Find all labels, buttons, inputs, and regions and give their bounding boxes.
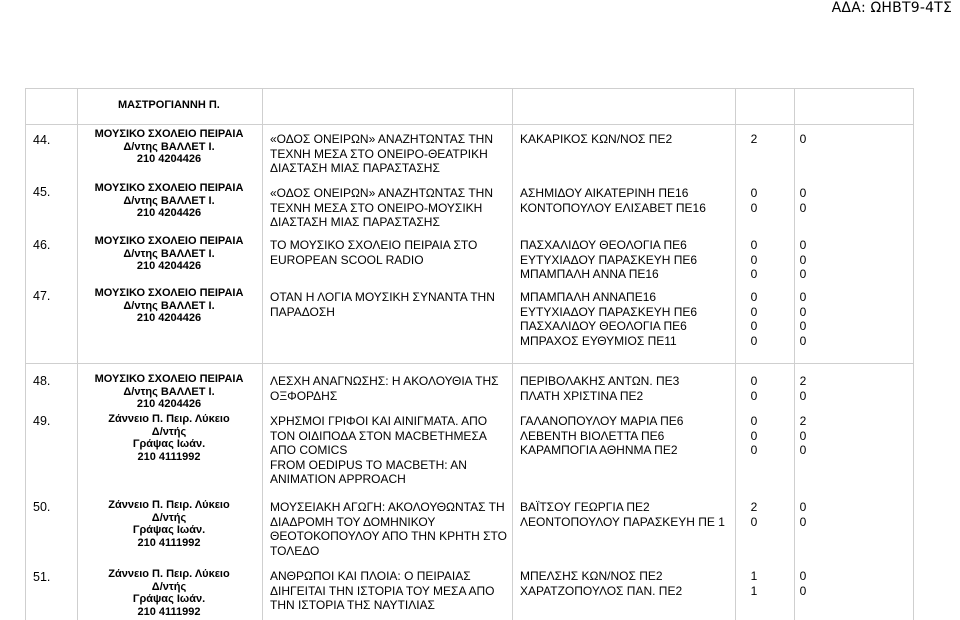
teachers-cell <box>520 414 683 458</box>
school-cell <box>84 413 254 463</box>
teachers-cell <box>520 500 725 529</box>
school-name: ΜΟΥΣΙΚΟ ΣΧΟΛΕΙΟ ΠΕΙΡΑΙΑ <box>94 128 244 140</box>
title-line: ΔΙΗΓΕΙΤΑΙ ΤΗΝ ΙΣΤΟΡΙΑ ΤΟΥ ΜΕΣΑ ΑΠΟ <box>270 583 495 598</box>
count-col1 <box>744 186 764 215</box>
count-value: 0 <box>799 428 807 443</box>
grid-line <box>512 88 513 620</box>
title-line: «ΟΔΟΣ ΟΝΕΙΡΩΝ» ΑΝΑΖΗΤΩΝΤΑΣ ΤΗΝ <box>270 186 493 200</box>
school-name: ΜΟΥΣΙΚΟ ΣΧΟΛΕΙΟ ΠΕΙΡΑΙΑ <box>94 235 244 247</box>
program-title <box>270 132 493 176</box>
school-name: Ζάννειο Π. Πειρ. Λύκειο <box>108 499 230 511</box>
school-phone: 210 4204426 <box>136 398 202 410</box>
program-title <box>270 414 487 487</box>
teachers-cell <box>520 186 706 215</box>
row-number: 51. <box>33 570 51 584</box>
school-name: ΜΟΥΣΙΚΟ ΣΧΟΛΕΙΟ ΠΕΙΡΑΙΑ <box>94 182 244 194</box>
grid-line <box>25 88 914 89</box>
school-director: Δ/ντης ΒΑΛΛΕΤ Ι. <box>123 247 215 260</box>
row-number: 50. <box>33 500 51 514</box>
title-line: ΔΙΑΣΤΑΣΗ ΜΙΑΣ ΠΑΡΑΣΤΑΣΗΣ <box>270 161 440 175</box>
teacher-name: ΜΠΡΑΧΟΣ ΕΥΘΥΜΙΟΣ ΠΕ11 <box>520 333 677 348</box>
title-line: ΔΙΑΣΤΑΣΗ ΜΙΑΣ ΠΑΡΑΣΤΑΣΗΣ <box>270 215 440 229</box>
school-cell <box>84 287 254 325</box>
school-phone: 210 4204426 <box>136 207 202 219</box>
teacher-name: ΕΥΤΥΧΙΑΔΟΥ ΠΑΡΑΣΚΕΥΗ ΠΕ6 <box>520 252 698 267</box>
count-col2 <box>793 238 813 282</box>
count-value: 0 <box>750 388 758 403</box>
count-value: 0 <box>799 583 807 598</box>
title-line: EUROPEAN SCOOL RADIO <box>270 252 424 267</box>
count-col2 <box>793 374 813 403</box>
count-value: 0 <box>799 333 807 348</box>
title-line: ΟΞΦΟΡΔΗΣ <box>270 388 338 403</box>
count-value: 0 <box>799 186 807 200</box>
teacher-name: ΜΠΕΛΣΗΣ ΚΩΝ/ΝΟΣ ΠΕ2 <box>520 569 663 583</box>
count-col2 <box>793 414 813 458</box>
count-value: 0 <box>750 186 758 200</box>
count-value: 0 <box>750 428 758 443</box>
count-col1 <box>744 500 764 529</box>
teacher-name: ΜΠΑΜΠΑΛΗ ΑΝΝΑ ΠΕ16 <box>520 267 659 281</box>
count-value: 1 <box>750 583 758 598</box>
teachers-cell <box>520 238 697 282</box>
count-col2 <box>793 132 813 147</box>
count-value: 2 <box>750 500 758 514</box>
title-line: ΑΠΟ COMICS <box>270 443 348 457</box>
teacher-name: ΛΕΒΕΝΤΗ ΒΙΟΛΕΤΤΑ ΠΕ6 <box>520 428 665 443</box>
count-col2 <box>793 186 813 215</box>
school-director: Δ/ντης ΒΑΛΛΕΤ Ι. <box>123 140 215 153</box>
school-director: Δ/ντής <box>151 511 187 524</box>
count-value: 0 <box>799 200 807 215</box>
teacher-name: ΒΑΪΤΣΟΥ ΓΕΩΡΓΙΑ ΠΕ2 <box>520 500 650 514</box>
teacher-name: ΚΟΝΤΟΠΟΥΛΟΥ ΕΛΙΣΑΒΕΤ ΠΕ16 <box>520 200 706 215</box>
teacher-name: ΧΑΡΑΤΖΟΠΟΥΛΟΣ ΠΑΝ. ΠΕ2 <box>520 583 683 598</box>
title-line: «ΟΔΟΣ ΟΝΕΙΡΩΝ» ΑΝΑΖΗΤΩΝΤΑΣ ΤΗΝ <box>270 132 493 146</box>
count-col2 <box>793 290 813 348</box>
teacher-name: ΚΑΚΑΡΙΚΟΣ ΚΩΝ/ΝΟΣ ΠΕ2 <box>520 132 673 146</box>
school-director-name: Γράψας Ιωάν. <box>132 593 206 605</box>
count-value: 0 <box>799 388 807 403</box>
teacher-name: ΠΑΣΧΑΛΙΔΟΥ ΘΕΟΛΟΓΙΑ ΠΕ6 <box>520 319 687 333</box>
count-value: 0 <box>799 290 807 304</box>
count-value: 0 <box>799 319 807 333</box>
count-value: 0 <box>799 443 807 457</box>
count-value: 0 <box>799 514 807 529</box>
program-title <box>270 500 507 558</box>
count-col2 <box>793 500 813 529</box>
count-col1 <box>744 238 764 282</box>
count-value: 0 <box>750 304 758 319</box>
program-title <box>270 374 499 403</box>
count-value: 2 <box>750 132 758 146</box>
school-cell <box>84 499 254 549</box>
school-name: ΜΟΥΣΙΚΟ ΣΧΟΛΕΙΟ ΠΕΙΡΑΙΑ <box>94 287 244 299</box>
school-director: Δ/ντης ΒΑΛΛΕΤ Ι. <box>123 194 215 207</box>
school-name: Ζάννειο Π. Πειρ. Λύκειο <box>108 413 230 425</box>
school-phone: 210 4111992 <box>137 536 201 549</box>
count-col1 <box>744 414 764 458</box>
count-value: 0 <box>750 319 758 333</box>
title-line: ΜΟΥΣΕΙΑΚΗ ΑΓΩΓΗ: ΑΚΟΛΟΥΘΩΝΤΑΣ ΤΗ <box>270 500 505 514</box>
school-cell <box>84 568 254 618</box>
count-value: 2 <box>799 414 807 428</box>
count-value: 0 <box>799 132 807 146</box>
school-director: Δ/ντης ΒΑΛΛΕΤ Ι. <box>123 385 215 398</box>
title-line: ΠΑΡΑΔΟΣΗ <box>270 304 335 319</box>
title-line: ΑΝΘΡΩΠΟΙ ΚΑΙ ΠΛΟΙΑ: Ο ΠΕΙΡΑΙΑΣ <box>270 569 471 583</box>
school-director: Δ/ντης ΒΑΛΛΕΤ Ι. <box>123 299 215 312</box>
count-value: 0 <box>750 514 758 529</box>
program-title <box>270 238 477 267</box>
title-line: ΛΕΣΧΗ ΑΝΑΓΝΩΣΗΣ: Η ΑΚΟΛΟΥΘΙΑ ΤΗΣ <box>270 374 499 388</box>
row-number: 48. <box>33 374 51 388</box>
school-director: Δ/ντής <box>151 425 187 438</box>
count-col1 <box>744 132 764 147</box>
count-col1 <box>744 569 764 598</box>
teacher-name: ΚΑΡΑΜΠΟΓΙΑ ΑΘΗΝΜΑ ΠΕ2 <box>520 443 678 457</box>
school-phone: 210 4111992 <box>137 605 201 618</box>
row-number: 45. <box>33 185 51 199</box>
row-number: 47. <box>33 289 51 303</box>
teacher-name: ΑΣΗΜΙΔΟΥ ΑΙΚΑΤΕΡΙΝΗ ΠΕ16 <box>520 186 689 200</box>
title-line: ΤΕΧΝΗ ΜΕΣΑ ΣΤΟ ΟΝΕΙΡΟ-ΜΟΥΣΙΚΗ <box>270 200 483 215</box>
title-line: ΧΡΗΣΜΟΙ ΓΡΙΦΟΙ ΚΑΙ ΑΙΝΙΓΜΑΤΑ. ΑΠΟ <box>270 414 488 428</box>
row-number: 49. <box>33 414 51 428</box>
school-cell <box>84 128 254 166</box>
school-director: Δ/ντής <box>151 580 187 593</box>
school-phone: 210 4204426 <box>136 312 202 324</box>
count-col1 <box>744 290 764 348</box>
school-director-name: Γράψας Ιωάν. <box>132 524 206 536</box>
teachers-cell <box>520 132 672 147</box>
school-name: ΜΟΥΣΙΚΟ ΣΧΟΛΕΙΟ ΠΕΙΡΑΙΑ <box>94 373 244 385</box>
teacher-name: ΠΑΣΧΑΛΙΔΟΥ ΘΕΟΛΟΓΙΑ ΠΕ6 <box>520 238 687 252</box>
count-value: 0 <box>750 374 758 388</box>
count-value: 0 <box>750 333 758 348</box>
count-col2 <box>793 569 813 598</box>
teacher-name: ΕΥΤΥΧΙΑΔΟΥ ΠΑΡΑΣΚΕΥΗ ΠΕ6 <box>520 304 698 319</box>
school-phone: 210 4204426 <box>136 153 202 165</box>
school-phone: 210 4204426 <box>136 260 202 272</box>
program-title <box>270 290 495 319</box>
count-value: 0 <box>750 200 758 215</box>
teachers-cell <box>520 290 697 348</box>
teachers-cell <box>520 374 679 403</box>
grid-line <box>77 88 78 620</box>
school-phone: 210 4111992 <box>137 450 201 463</box>
grid-line <box>913 88 914 620</box>
count-value: 0 <box>750 252 758 267</box>
school-cell <box>84 235 254 273</box>
school-name: Ζάννειο Π. Πειρ. Λύκειο <box>108 568 230 580</box>
school-cell <box>84 373 254 411</box>
title-line: ΤΗΝ ΙΣΤΟΡΙΑ ΤΗΣ ΝΑΥΤΙΛΙΑΣ <box>270 598 435 612</box>
teacher-name: ΠΛΑΤΗ ΧΡΙΣΤΙΝΑ ΠΕ2 <box>520 388 644 403</box>
previous-row-name: ΜΑΣΤΡΟΓΙΑΝΝΗ Π. <box>118 99 220 111</box>
count-value: 0 <box>750 290 758 304</box>
count-value: 0 <box>799 304 807 319</box>
count-value: 0 <box>750 443 758 457</box>
count-value: 0 <box>799 569 807 583</box>
title-line: ΔΙΑΔΡΟΜΗ ΤΟΥ ΔΟΜΗΝΙΚΟΥ <box>270 514 436 529</box>
grid-line <box>735 88 736 620</box>
ada-code: ΑΔΑ: ΩΗΒΤ9-4ΤΣ <box>831 0 952 16</box>
school-director-name: Γράψας Ιωάν. <box>132 438 206 450</box>
program-title <box>270 186 493 230</box>
count-value: 0 <box>799 500 807 514</box>
title-line: ΘΕΟΤΟΚΟΠΟΥΛΟΥ ΑΠΟ ΤΗΝ ΚΡΗΤΗ ΣΤΟ <box>270 529 507 543</box>
grid-line <box>794 88 795 620</box>
teacher-name: ΓΑΛΑΝΟΠΟΥΛΟΥ ΜΑΡΙΑ ΠΕ6 <box>520 414 684 428</box>
count-value: 0 <box>799 252 807 267</box>
school-cell <box>84 182 254 220</box>
count-value: 0 <box>750 238 758 252</box>
teachers-cell <box>520 569 682 598</box>
title-line: FROM OEDIPUS TO MACBETH: AN <box>270 457 467 472</box>
title-line: ANIMATION APPROACH <box>270 472 406 486</box>
grid-line <box>25 124 914 125</box>
count-value: 2 <box>799 374 807 388</box>
program-title <box>270 569 494 613</box>
teacher-name: ΜΠΑΜΠΑΛΗ ΑΝΝΑΠΕ16 <box>520 290 657 304</box>
row-number: 46. <box>33 238 51 252</box>
title-line: ΤΟΛΕΔΟ <box>270 543 320 558</box>
count-value: 1 <box>750 569 758 583</box>
grid-line <box>25 363 914 364</box>
count-value: 0 <box>750 414 758 428</box>
title-line: ΤΟ ΜΟΥΣΙΚΟ ΣΧΟΛΕΙΟ ΠΕΙΡΑΙΑ ΣΤΟ <box>270 238 478 252</box>
title-line: ΤΟΝ ΟΙΔΙΠΟΔΑ ΣΤΟΝ ΜΑCΒΕΤΗΜΕΣΑ <box>270 428 487 443</box>
row-number: 44. <box>33 133 51 147</box>
count-col1 <box>744 374 764 403</box>
title-line: ΟΤΑΝ Η ΛΟΓΙΑ ΜΟΥΣΙΚΗ ΣΥΝΑΝΤΑ ΤΗΝ <box>270 290 495 304</box>
teacher-name: ΛΕΟΝΤΟΠΟΥΛΟΥ ΠΑΡΑΣΚΕΥΗ ΠΕ 1 <box>520 514 725 529</box>
count-value: 0 <box>799 267 807 281</box>
title-line: ΤΕΧΝΗ ΜΕΣΑ ΣΤΟ ΟΝΕΙΡΟ-ΘΕΑΤΡΙΚΗ <box>270 146 488 161</box>
grid-line <box>25 88 26 620</box>
count-value: 0 <box>750 267 758 281</box>
count-value: 0 <box>799 238 807 252</box>
teacher-name: ΠΕΡΙΒΟΛΑΚΗΣ ΑΝΤΩΝ. ΠΕ3 <box>520 374 680 388</box>
grid-line <box>262 88 263 620</box>
